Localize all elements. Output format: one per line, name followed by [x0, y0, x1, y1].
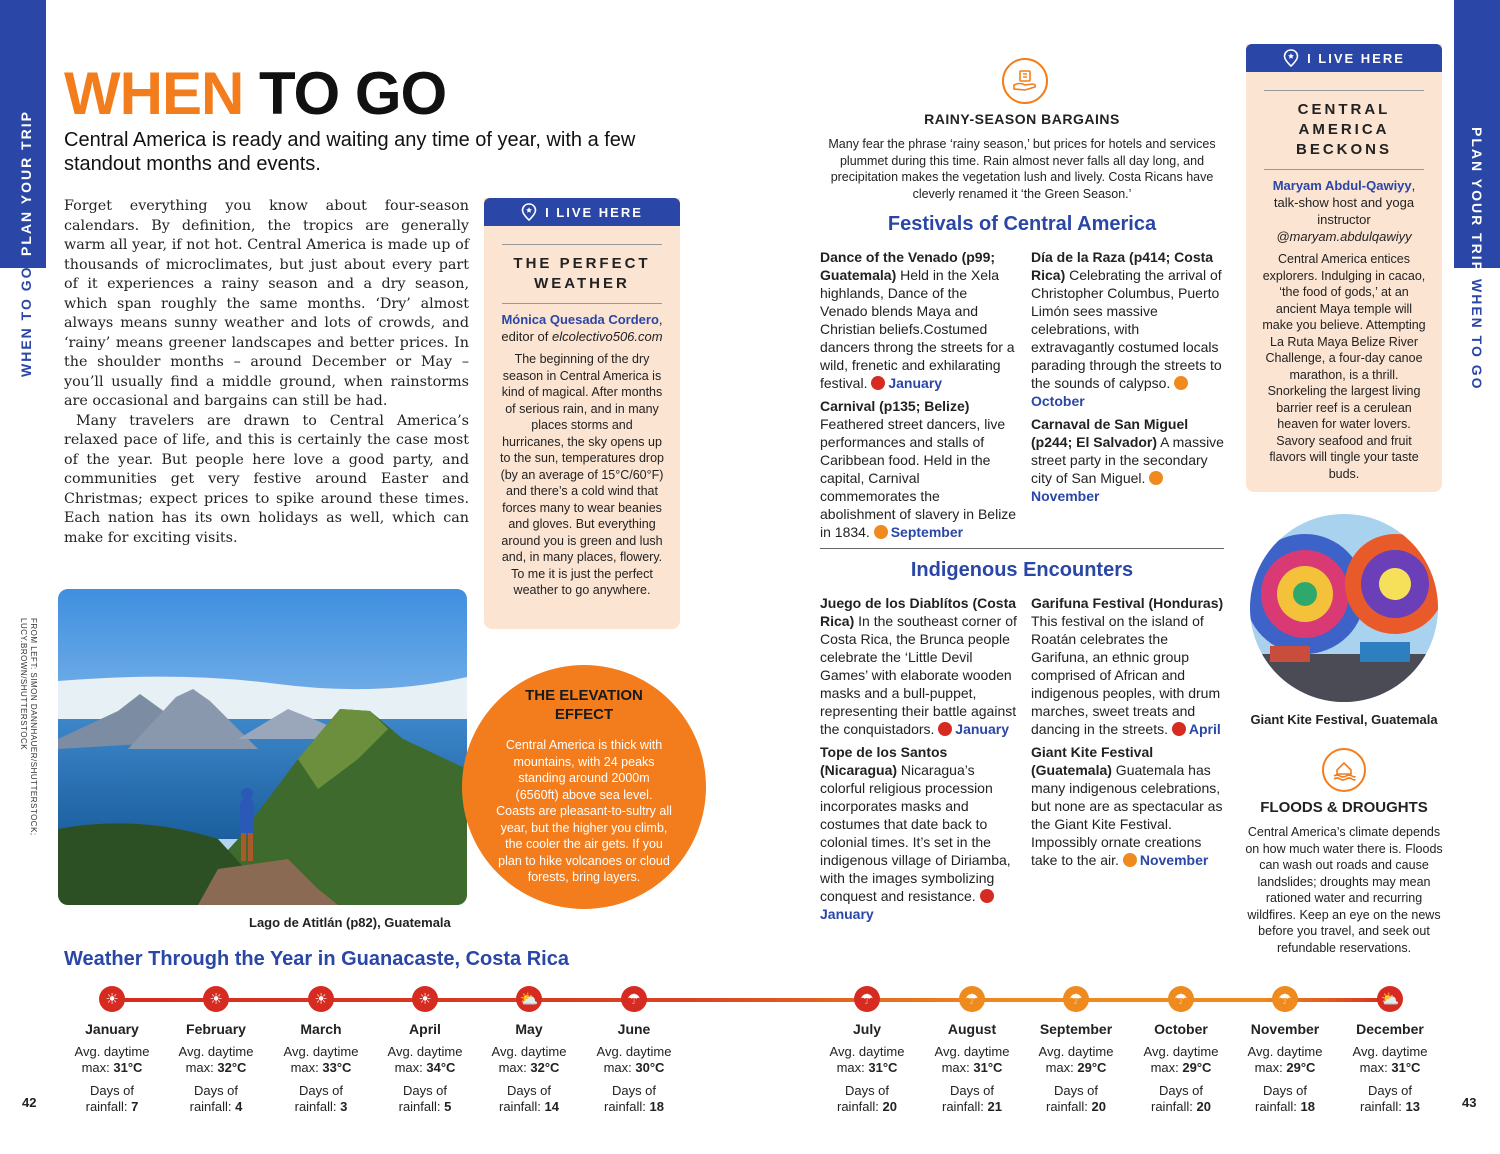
elevation-title: [462, 686, 706, 724]
credit-line: LUCY.BROWN/SHUTTERSTOCK: [19, 618, 28, 751]
weather-month-name: December: [1356, 1021, 1424, 1037]
rain-value: 5: [444, 1099, 452, 1114]
rain-label: Days of rainfall:: [1151, 1083, 1204, 1114]
rain-value: 20: [1091, 1099, 1106, 1114]
title-part-to-go: TO GO: [243, 60, 447, 127]
rain-label: Days of rainfall:: [942, 1083, 995, 1114]
live-here-box-central-america: [1246, 44, 1442, 492]
festival-item: [820, 743, 1018, 923]
festival-name: Giant Kite Festival (Guatemala): [1031, 744, 1154, 778]
divider: [1264, 90, 1424, 91]
live-here-header: [1246, 44, 1442, 72]
weather-temp: [278, 1044, 364, 1076]
kite-illustration: [1250, 514, 1438, 702]
weather-rain: [929, 1083, 1015, 1115]
weather-month-name: January: [85, 1021, 139, 1037]
location-pin-icon: [521, 203, 537, 221]
floods-text: Central America’s climate depends on how much water there is. Floods can wash out roads and cause landslides; droughts may mean rationed water and recurring wildfires. Keep an eye on the news before you travel, and seek out refundable reservations.: [1245, 825, 1443, 955]
weather-rain: [591, 1083, 677, 1115]
weather-month-name: November: [1250, 1021, 1320, 1037]
temp-value: 33°C: [322, 1060, 352, 1075]
temp-value: 30°C: [635, 1060, 665, 1075]
festival-month: November: [1139, 852, 1209, 868]
rain-label: Days of rainfall:: [1046, 1083, 1099, 1114]
weather-month-column: [266, 986, 376, 1115]
weather-temp: [929, 1044, 1015, 1076]
rain-label: Days of rainfall:: [85, 1083, 135, 1114]
page-number-left: 42: [22, 1095, 37, 1110]
festival-text: This festival on the island of Roatán celebrates the Garifuna, an ethnic group comprised of African and indigenous peoples, with drum marches, sweet treats and dancing in the streets.: [1031, 613, 1221, 737]
festival-name: Carnaval de San Miguel (p244; El Salvador): [1031, 416, 1189, 450]
weather-temp: [486, 1044, 572, 1076]
festival-month: January: [820, 906, 874, 922]
live-here-label: I LIVE HERE: [1307, 50, 1405, 66]
section-divider: [820, 548, 1224, 549]
festival-month: April: [1188, 721, 1221, 737]
festival-text: Nicaragua’s colorful religious procession incorporates masks and costumes that date back to colonial times. It’s set in the indigenous village of Diriamba, with the images symbolizing conquest and resistance.: [820, 762, 1011, 904]
sun-icon: ☀: [308, 986, 334, 1012]
rain-label: Days of rainfall:: [189, 1083, 239, 1114]
weather-month-column: [812, 986, 922, 1115]
weather-month-name: May: [515, 1021, 543, 1037]
sun-icon: ☀: [99, 986, 125, 1012]
live-here-box-perfect-weather: [484, 198, 680, 629]
live-here-text: Central America entices explorers. Indulging in cacao, ‘the food of gods,’ at an ancient Maya temple will make you believe. Attempting La Ruta Maya Belize River Challenge, a four-day canoe marathon, is a thrill. Snorkeling the largest living barrier reef is a cerulean heaven for water lovers. Savory seafood and fruit flavors will tingle your taste buds.: [1262, 252, 1426, 481]
weather-rain: [69, 1083, 155, 1115]
temp-label: Avg. daytime max:: [1352, 1044, 1428, 1075]
festival-text: Feathered street dancers, live performances and stalls of Caribbean food. Held in the capital, Carnival commemorates the abolishment of slavery in Belize in 1834.: [820, 416, 1017, 540]
rain-icon: [874, 525, 888, 539]
weather-temp: [824, 1044, 910, 1076]
weather-month-name: March: [300, 1021, 342, 1037]
indigenous-column-left: [820, 594, 1018, 923]
temp-label: Avg. daytime max:: [1038, 1044, 1114, 1075]
contributor-role: editor of: [501, 329, 553, 344]
festival-month: October: [1031, 393, 1085, 409]
weather-rain: [824, 1083, 910, 1115]
temp-label: Avg. daytime max:: [387, 1044, 463, 1075]
rain-value: 20: [882, 1099, 897, 1114]
body-paragraph: Forget everything you know about four-season calendars. By definition, the tropics are generally warm all year, if not hot. Central America is made up of thousands of microclimates, but just about every part of it experiences a rainy season and a dry season, which span roughly the same months. ‘Dry’ almost always means sunny weather and lots of crowds, and ‘rainy’ means greener landscapes and better prices. In the shoulder months – around December or May – you’ll usually find a middle ground, when rainstorms are occasional and bargains can still be had.: [64, 198, 469, 409]
temp-value: 32°C: [530, 1060, 560, 1075]
weather-month-name: July: [852, 1021, 881, 1037]
festival-name: Día de la Raza (p414; Costa Rica): [1031, 249, 1214, 283]
indigenous-heading: Indigenous Encounters: [910, 559, 1134, 581]
contributor-name: Maryam Abdul-Qawiyy: [1272, 178, 1412, 193]
weather-temp: [173, 1044, 259, 1076]
temp-value: 31°C: [1391, 1060, 1421, 1075]
sun-icon: ☀: [412, 986, 438, 1012]
weather-month-name: August: [947, 1021, 997, 1037]
weather-rain: [173, 1083, 259, 1115]
rain-icon: ☂: [1272, 986, 1298, 1012]
temp-value: 31°C: [973, 1060, 1003, 1075]
temp-label: Avg. daytime max:: [934, 1044, 1010, 1075]
left-side-tab: [0, 0, 46, 1154]
side-tab-when-label: WHEN TO GO: [18, 265, 34, 377]
contributor-role: talk-show host and yoga instructor: [1273, 195, 1415, 227]
rain-icon: ☂: [621, 986, 647, 1012]
temp-value: 34°C: [426, 1060, 456, 1075]
weather-month-name: June: [617, 1021, 651, 1037]
weather-temp: [1138, 1044, 1224, 1076]
temp-label: Avg. daytime max:: [74, 1044, 150, 1075]
title-line: THE ELEVATION: [525, 687, 643, 704]
festival-text: A massive street party in the secondary city of San Miguel.: [1031, 434, 1224, 486]
page-number-right: 43: [1462, 1095, 1477, 1110]
right-side-tab: [1454, 0, 1500, 1154]
weather-month-column: [161, 986, 271, 1115]
intro-text: Central America is ready and waiting any time of year, with a few standout months and events.: [64, 129, 636, 175]
title-line: EFFECT: [554, 706, 614, 723]
title-line: WEATHER: [534, 275, 630, 292]
rain-value: 4: [235, 1099, 243, 1114]
sun-cloud-icon: ⛅: [1377, 986, 1403, 1012]
weather-temp: [382, 1044, 468, 1076]
weather-month-column: [579, 986, 689, 1115]
rain-icon: [1149, 471, 1163, 485]
festival-month: September: [890, 524, 964, 540]
contributor: Mónica Quesada Cordero, editor of elcolectivo506.com: [501, 312, 663, 344]
contributor-handle: @maryam.abdulqawiyy: [1276, 229, 1412, 244]
rain-icon: ☂: [854, 986, 880, 1012]
weather-temp: [1347, 1044, 1433, 1076]
rain-label: Days of rainfall:: [837, 1083, 890, 1114]
festival-item: [820, 397, 1018, 541]
festival-text: Guatemala has many indigenous celebrations, but none are as spectacular as the Giant Kite Festival. Impossibly ornate creations take to the air.: [1031, 762, 1223, 868]
title-part-when: WHEN: [64, 60, 244, 127]
temp-label: Avg. daytime max:: [1247, 1044, 1323, 1075]
festival-text: Celebrating the arrival of Christopher Columbus, Puerto Limón sees massive celebrations, with extravagantly costumed locals parading through the streets to the sounds of calypso.: [1031, 267, 1222, 391]
side-tab-plan-label: PLAN YOUR TRIP: [18, 110, 34, 256]
temp-label: Avg. daytime max:: [829, 1044, 905, 1075]
body-text: [64, 197, 469, 548]
festival-item: [1031, 415, 1225, 505]
temp-label: Avg. daytime max:: [1143, 1044, 1219, 1075]
weather-month-column: [474, 986, 584, 1115]
body-paragraph: Many travelers are drawn to Central America’s relaxed pace of life, and this is certainly the case most of the year. But people here love a good party, and communities get very festive around Easter and Christmas; expect prices to spike around these times. Each nation has its own holidays as well, which can make for exciting visits.: [64, 412, 469, 546]
weather-month-column: [57, 986, 167, 1115]
rain-icon: [1123, 853, 1137, 867]
lake-atitlan-photo: [58, 589, 467, 905]
side-tab-plan-label: PLAN YOUR TRIP: [1469, 127, 1485, 273]
weather-month-column: [917, 986, 1027, 1115]
sun-icon: [980, 889, 994, 903]
rain-value: 13: [1405, 1099, 1420, 1114]
festival-item: [1031, 248, 1225, 410]
photo-credit: [18, 618, 38, 836]
temp-value: 29°C: [1077, 1060, 1107, 1075]
elevation-effect-callout: [462, 665, 706, 909]
rain-value: 18: [1300, 1099, 1315, 1114]
rain-label: Days of rainfall:: [1255, 1083, 1308, 1114]
festivals-column-left: [820, 248, 1018, 541]
weather-temp: [1033, 1044, 1119, 1076]
contributor-name: Mónica Quesada Cordero: [501, 312, 659, 327]
temp-value: 32°C: [217, 1060, 247, 1075]
festivals-column-right: [1031, 248, 1225, 505]
sun-icon: ☀: [203, 986, 229, 1012]
sun-cloud-icon: [1172, 722, 1186, 736]
live-here-title: [1246, 100, 1442, 160]
weather-rain: [1138, 1083, 1224, 1115]
rain-icon: ☂: [1168, 986, 1194, 1012]
festival-month: November: [1031, 488, 1100, 504]
weather-temp: [69, 1044, 155, 1076]
weather-month-name: February: [186, 1021, 246, 1037]
contributor-site: elcolectivo506.com: [552, 329, 663, 344]
live-here-label: I LIVE HERE: [545, 204, 643, 220]
rain-label: Days of rainfall:: [1360, 1083, 1413, 1114]
festival-name: Garifuna Festival (Honduras): [1031, 595, 1224, 611]
indigenous-column-right: [1031, 594, 1225, 869]
photo-caption: Lago de Atitlán (p82), Guatemala: [249, 915, 451, 930]
weather-rain: [1347, 1083, 1433, 1115]
rain-value: 18: [649, 1099, 664, 1114]
festival-item: [1031, 594, 1225, 738]
rain-value: 14: [544, 1099, 559, 1114]
sun-icon: [871, 376, 885, 390]
festival-text: In the southeast corner of Costa Rica, the Brunca people celebrate the ‘Little Devil Games’ with elaborate wooden masks and a bull-puppet, representing their battle against the conquistadors.: [820, 613, 1017, 737]
weather-month-column: [370, 986, 480, 1115]
title-line: CENTRAL: [1297, 101, 1391, 118]
title-line: THE PERFECT: [513, 255, 651, 272]
temp-value: 31°C: [113, 1060, 143, 1075]
rain-value: 21: [987, 1099, 1002, 1114]
weather-month-name: October: [1154, 1021, 1208, 1037]
divider: [1264, 169, 1424, 170]
festival-text: Held in the Xela highlands, Dance of the Venado blends Maya and Christian beliefs.Costumed dancers throng the streets for a wild, frenetic and exhilarating festival.: [820, 267, 1015, 391]
rain-label: Days of rainfall:: [398, 1083, 448, 1114]
rain-icon: [1174, 376, 1188, 390]
rain-value: 20: [1196, 1099, 1211, 1114]
title-line: AMERICA: [1298, 121, 1390, 138]
rain-label: Days of rainfall:: [499, 1083, 552, 1114]
rain-icon: ☂: [959, 986, 985, 1012]
divider: [502, 303, 662, 304]
weather-temp: [591, 1044, 677, 1076]
giant-kite-photo: [1250, 514, 1438, 702]
festival-name: Dance of the Venado (p99; Guatemala): [820, 249, 996, 283]
kite-caption: Giant Kite Festival, Guatemala: [1250, 712, 1438, 727]
weather-month-column: [1335, 986, 1445, 1115]
rainy-season-title: RAINY-SEASON BARGAINS: [924, 111, 1120, 127]
weather-rain: [1242, 1083, 1328, 1115]
divider: [502, 244, 662, 245]
festival-month: January: [888, 375, 943, 391]
title-line: BECKONS: [1295, 141, 1392, 158]
elevation-text: Central America is thick with mountains, with 24 peaks standing around 2000m (6560ft) above sea level. Coasts are pleasant-to-sultry all year, but the higher you climb, the cooler the air gets. If you plan to hike volcanoes or cloud forests, bring layers.: [496, 738, 672, 884]
lake-landscape-illustration: [58, 589, 467, 905]
weather-month-column: [1021, 986, 1131, 1115]
weather-rain: [382, 1083, 468, 1115]
page-title: [64, 62, 446, 126]
live-here-title: [484, 254, 680, 294]
festival-item: [820, 248, 1018, 392]
live-here-header: [484, 198, 680, 226]
temp-label: Avg. daytime max:: [596, 1044, 672, 1075]
temp-value: 31°C: [868, 1060, 898, 1075]
rain-icon: ☂: [1063, 986, 1089, 1012]
contributor: Maryam Abdul-Qawiyy, talk-show host and yoga instructor @maryam.abdulqawiyy: [1272, 178, 1416, 244]
weather-month-column: [1230, 986, 1340, 1115]
sun-cloud-icon: ⛅: [516, 986, 542, 1012]
festival-name: Tope de los Santos (Nicaragua): [820, 744, 948, 778]
flood-house-icon: [1322, 748, 1366, 792]
weather-month-name: September: [1039, 1021, 1113, 1037]
weather-month-column: [1126, 986, 1236, 1115]
festival-item: [1031, 743, 1225, 869]
temp-label: Avg. daytime max:: [283, 1044, 359, 1075]
weather-rain: [486, 1083, 572, 1115]
rainy-season-text: Many fear the phrase ‘rainy season,’ but prices for hotels and services plummet during this time. Rain almost never falls all day long, and precipitation makes the vegetation lush and lively. Costa Ricans have cleverly renamed it ‘the Green Season.’: [828, 137, 1216, 201]
festival-name: Carnival (p135; Belize): [820, 398, 970, 414]
temp-value: 29°C: [1182, 1060, 1212, 1075]
festivals-heading: Festivals of Central America: [887, 213, 1157, 235]
money-hand-icon: [1002, 58, 1048, 104]
weather-month-name: April: [409, 1021, 441, 1037]
weather-title: Weather Through the Year in Guanacaste, Costa Rica: [64, 948, 569, 970]
festival-name: Juego de los Diablítos (Costa Rica): [820, 595, 1017, 629]
rain-value: 7: [131, 1099, 139, 1114]
rain-label: Days of rainfall:: [294, 1083, 344, 1114]
temp-value: 29°C: [1286, 1060, 1316, 1075]
location-pin-icon: [1283, 49, 1299, 67]
rain-label: Days of rainfall:: [604, 1083, 657, 1114]
rain-value: 3: [340, 1099, 348, 1114]
festival-month: January: [955, 721, 1009, 737]
festival-item: [820, 594, 1018, 738]
side-tab-when-label: WHEN TO GO: [1469, 279, 1485, 391]
live-here-text: The beginning of the dry season in Central America is kind of magical. After months of serious rain, and in many places storms and hurricanes, the sky opens up to the sun, temperatures drop (by an average of 15°C/60°F) and there’s a cold wind that forces many to wear beanies and gloves. But everything around you is green and lush and, in many places, flowery. To me it is just the perfect weather to go anywhere.: [500, 352, 664, 597]
weather-rain: [1033, 1083, 1119, 1115]
credit-line: FROM LEFT: SIMON DANNHAUER/SHUTTERSTOCK;: [29, 618, 38, 836]
sun-icon: [938, 722, 952, 736]
temp-label: Avg. daytime max:: [491, 1044, 567, 1075]
temp-label: Avg. daytime max:: [178, 1044, 254, 1075]
weather-temp: [1242, 1044, 1328, 1076]
floods-title: FLOODS & DROUGHTS: [1260, 799, 1428, 816]
weather-rain: [278, 1083, 364, 1115]
